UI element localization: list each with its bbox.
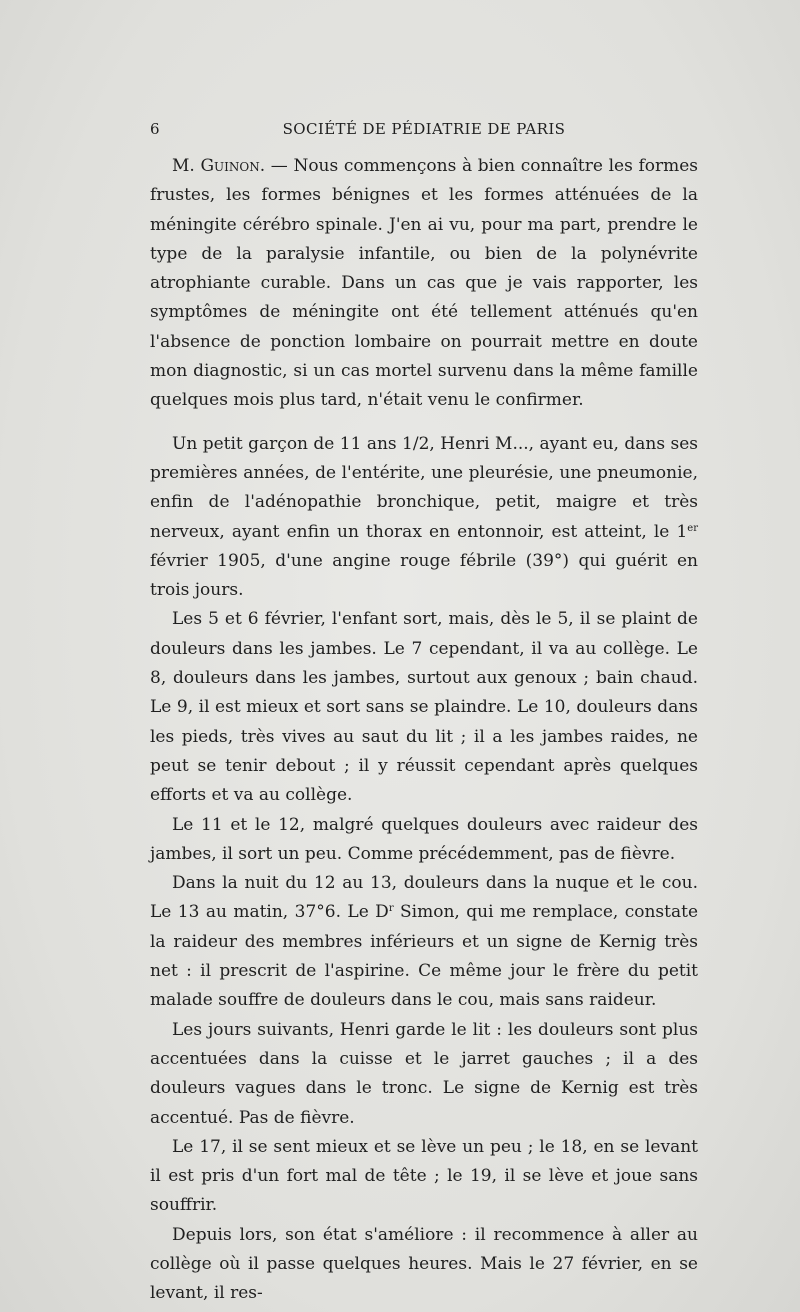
case-text-1b: février 1905, d'une angine rouge fébrile (39°) qui guérit en trois jours. <box>150 550 698 601</box>
case-text-4a: Dans la nuit du 12 au 13, douleurs dans la nuque et le cou. Le 13 au matin, 37°6. Le D <box>150 873 698 923</box>
speaker-name: Guinon <box>200 156 260 176</box>
case-paragraph-7: Depuis lors, son état s'améliore : il recommence à aller au collège où il passe quelques heures. Mais le 27 février, en se levant, il res- <box>150 1224 698 1304</box>
page-number: 6 <box>150 120 160 138</box>
case-text-1a: Un petit garçon de 11 ans 1/2, Henri M..., ayant eu, dans ses premières années, de l'entérite, une pleurésie, une pneumonie, enfin de l'adénopathie bronchique, petit, maigre et très nerveux, ayant enfin un thorax en entonnoir, est atteint, le 1 <box>150 433 698 542</box>
case-paragraph-4 <box>150 869 698 1015</box>
case-paragraph-5: Les jours suivants, Henri garde le lit : les douleurs sont plus accentuées dans la cuisse et le jarret gauches ; il a des douleurs vagues dans le tronc. Le signe de Kernig est très accentué. Pas de fièvre. <box>150 1019 698 1128</box>
case-paragraph-2: Les 5 et 6 février, l'enfant sort, mais, dès le 5, il se plaint de douleurs dans les jambes. Le 7 cependant, il va au collège. Le 8, douleurs dans les jambes, surtout aux genoux ; bain chaud. Le 9, il est mieux et sort sans se plaindre. Le 10, douleurs dans les pieds, très vives au saut du lit ; il a les jambes raides, ne peut se tenir debout ; il y réussit cependant après quelques efforts et va au collège. <box>150 609 698 806</box>
case-paragraph-1 <box>150 430 698 606</box>
speaker-prefix: M. <box>172 156 201 176</box>
page-header <box>150 120 698 144</box>
case-paragraph-3: Le 11 et le 12, malgré quelques douleurs avec raideur des jambes, il sort un peu. Comme précédemment, pas de fièvre. <box>150 814 698 864</box>
intro-text: . — Nous commençons à bien connaître les formes frustes, les formes bénignes et les formes atténuées de la méningite cérébro spinale. J'en ai vu, pour ma part, prendre le type de la paralysie infantile, ou bien de la polynévrite atrophiante curable. Dans un cas que je vais rapporter, les symptômes de méningite ont été tellement atténués qu'en l'absence de ponction lombaire on pourrait mettre en doute mon diagnostic, si un cas mortel survenu dans la même famille quelques mois plus tard, n'était venu le confirmer. <box>150 156 699 411</box>
title-superscript: r <box>388 903 394 915</box>
running-title: SOCIÉTÉ DE PÉDIATRIE DE PARIS <box>282 120 566 138</box>
body-text <box>150 152 698 1309</box>
case-paragraph-6: Le 17, il se sent mieux et se lève un peu ; le 18, en se levant il est pris d'un fort mal de tête ; le 19, il se lève et joue sans souffrir. <box>150 1136 698 1216</box>
case-text-4b: Simon, qui me remplace, constate la raideur des membres inférieurs et un signe de Kernig très net : il prescrit de l'aspirine. Ce même jour le frère du petit malade souffre de douleurs dans le cou, mais sans raideur. <box>150 902 699 1011</box>
ordinal-superscript: er <box>687 522 698 534</box>
intro-paragraph <box>150 152 698 416</box>
